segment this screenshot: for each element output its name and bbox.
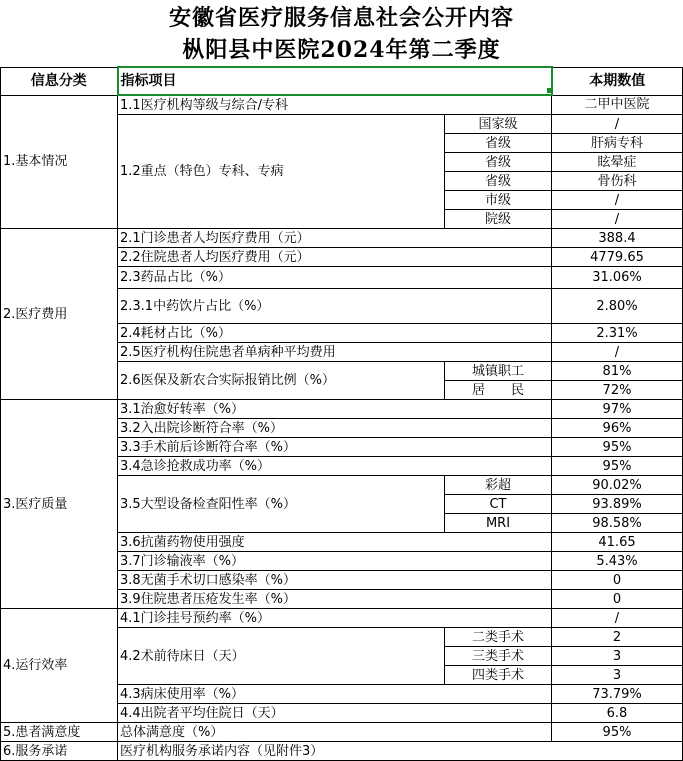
item-cell[interactable]: 4.3病床使用率（%）: [118, 685, 552, 704]
table-row: [1, 609, 683, 628]
value-cell[interactable]: 0: [552, 571, 683, 590]
value-cell[interactable]: 95%: [552, 457, 683, 476]
category-cell[interactable]: 6.服务承诺: [1, 742, 118, 761]
item-cell[interactable]: 2.1门诊患者人均医疗费用（元）: [118, 229, 552, 248]
value-cell[interactable]: 98.58%: [552, 514, 683, 533]
item-cell[interactable]: 3.7门诊输液率（%）: [118, 552, 552, 571]
value-cell[interactable]: 96%: [552, 419, 683, 438]
category-cell[interactable]: 5.患者满意度: [1, 723, 118, 742]
indicator-table: [0, 66, 683, 761]
value-cell[interactable]: /: [552, 609, 683, 628]
value-cell[interactable]: 二甲中医院: [552, 95, 683, 115]
page-subtitle: 枞阳县中医院2024年第二季度: [182, 37, 501, 63]
value-cell[interactable]: 388.4: [552, 229, 683, 248]
value-cell[interactable]: 81%: [552, 362, 683, 381]
item-cell[interactable]: 3.1治愈好转率（%）: [118, 400, 552, 419]
item-cell[interactable]: 2.3药品占比（%）: [118, 267, 552, 289]
item-cell[interactable]: 1.2重点（特色）专科、专病: [118, 115, 445, 229]
item-cell[interactable]: 3.2入出院诊断符合率（%）: [118, 419, 552, 438]
header-row: [1, 67, 683, 95]
value-cell[interactable]: 3: [552, 647, 683, 666]
selection-handle[interactable]: [547, 88, 552, 93]
header-value[interactable]: 本期数值: [552, 67, 683, 95]
value-cell[interactable]: 眩晕症: [552, 153, 683, 172]
value-cell[interactable]: 3: [552, 666, 683, 685]
item-cell[interactable]: 总体满意度（%）: [118, 723, 552, 742]
sub-cell[interactable]: 省级: [445, 172, 552, 191]
value-cell[interactable]: 41.65: [552, 533, 683, 552]
value-cell[interactable]: 90.02%: [552, 476, 683, 495]
item-cell[interactable]: 4.1门诊挂号预约率（%）: [118, 609, 552, 628]
table-row: [1, 742, 683, 761]
value-cell[interactable]: 4779.65: [552, 248, 683, 267]
value-cell[interactable]: /: [552, 191, 683, 210]
item-cell[interactable]: 医疗机构服务承诺内容（见附件3）: [118, 742, 683, 761]
sub-cell[interactable]: MRI: [445, 514, 552, 533]
value-cell[interactable]: 2.31%: [552, 324, 683, 343]
sub-cell[interactable]: 四类手术: [445, 666, 552, 685]
value-cell[interactable]: 95%: [552, 723, 683, 742]
value-cell[interactable]: 肝病专科: [552, 134, 683, 153]
item-cell[interactable]: 4.4出院者平均住院日（天）: [118, 704, 552, 723]
item-cell[interactable]: 3.9住院患者压疮发生率（%）: [118, 590, 552, 609]
sub-cell[interactable]: 省级: [445, 153, 552, 172]
sub-cell[interactable]: 城镇职工: [445, 362, 552, 381]
page-title: 安徽省医疗服务信息社会公开内容: [168, 5, 514, 31]
item-cell[interactable]: 3.4急诊抢救成功率（%）: [118, 457, 552, 476]
value-cell[interactable]: 93.89%: [552, 495, 683, 514]
item-cell[interactable]: 2.4耗材占比（%）: [118, 324, 552, 343]
category-cell[interactable]: 4.运行效率: [1, 609, 118, 723]
value-cell[interactable]: 97%: [552, 400, 683, 419]
sub-cell[interactable]: 二类手术: [445, 628, 552, 647]
value-cell[interactable]: 2.80%: [552, 289, 683, 324]
table-row: [1, 723, 683, 742]
value-cell[interactable]: /: [552, 210, 683, 229]
value-cell[interactable]: 0: [552, 590, 683, 609]
value-cell[interactable]: 6.8: [552, 704, 683, 723]
item-cell[interactable]: 2.2住院患者人均医疗费用（元）: [118, 248, 552, 267]
table-row: [1, 95, 683, 115]
table-row: [1, 400, 683, 419]
value-cell[interactable]: /: [552, 343, 683, 362]
sub-cell[interactable]: 三类手术: [445, 647, 552, 666]
value-cell[interactable]: 2: [552, 628, 683, 647]
value-cell[interactable]: /: [552, 115, 683, 134]
sub-cell[interactable]: 居 民: [445, 381, 552, 400]
sub-cell[interactable]: CT: [445, 495, 552, 514]
sub-cell[interactable]: 彩超: [445, 476, 552, 495]
item-cell[interactable]: 4.2术前待床日（天）: [118, 628, 445, 685]
header-category[interactable]: 信息分类: [1, 67, 118, 95]
item-cell[interactable]: 3.8无菌手术切口感染率（%）: [118, 571, 552, 590]
value-cell[interactable]: 73.79%: [552, 685, 683, 704]
item-cell[interactable]: 3.6抗菌药物使用强度: [118, 533, 552, 552]
value-cell[interactable]: 5.43%: [552, 552, 683, 571]
sub-cell[interactable]: 国家级: [445, 115, 552, 134]
item-cell[interactable]: 3.3手术前后诊断符合率（%）: [118, 438, 552, 457]
value-cell[interactable]: 31.06%: [552, 267, 683, 289]
item-cell[interactable]: 1.1医疗机构等级与综合/专科: [118, 95, 552, 115]
value-cell[interactable]: 95%: [552, 438, 683, 457]
item-cell[interactable]: 2.6医保及新农合实际报销比例（%）: [118, 362, 445, 400]
category-cell[interactable]: 3.医疗质量: [1, 400, 118, 609]
table-row: [1, 229, 683, 248]
sub-cell[interactable]: 院级: [445, 210, 552, 229]
category-cell[interactable]: 2.医疗费用: [1, 229, 118, 400]
value-cell[interactable]: 骨伤科: [552, 172, 683, 191]
item-cell[interactable]: 2.5医疗机构住院患者单病种平均费用: [118, 343, 552, 362]
item-cell[interactable]: 2.3.1中药饮片占比（%）: [118, 289, 552, 324]
sub-cell[interactable]: 省级: [445, 134, 552, 153]
item-cell[interactable]: 3.5大型设备检查阳性率（%）: [118, 476, 445, 533]
header-item[interactable]: 指标项目: [118, 67, 552, 95]
category-cell[interactable]: 1.基本情况: [1, 95, 118, 229]
value-cell[interactable]: 72%: [552, 381, 683, 400]
sub-cell[interactable]: 市级: [445, 191, 552, 210]
